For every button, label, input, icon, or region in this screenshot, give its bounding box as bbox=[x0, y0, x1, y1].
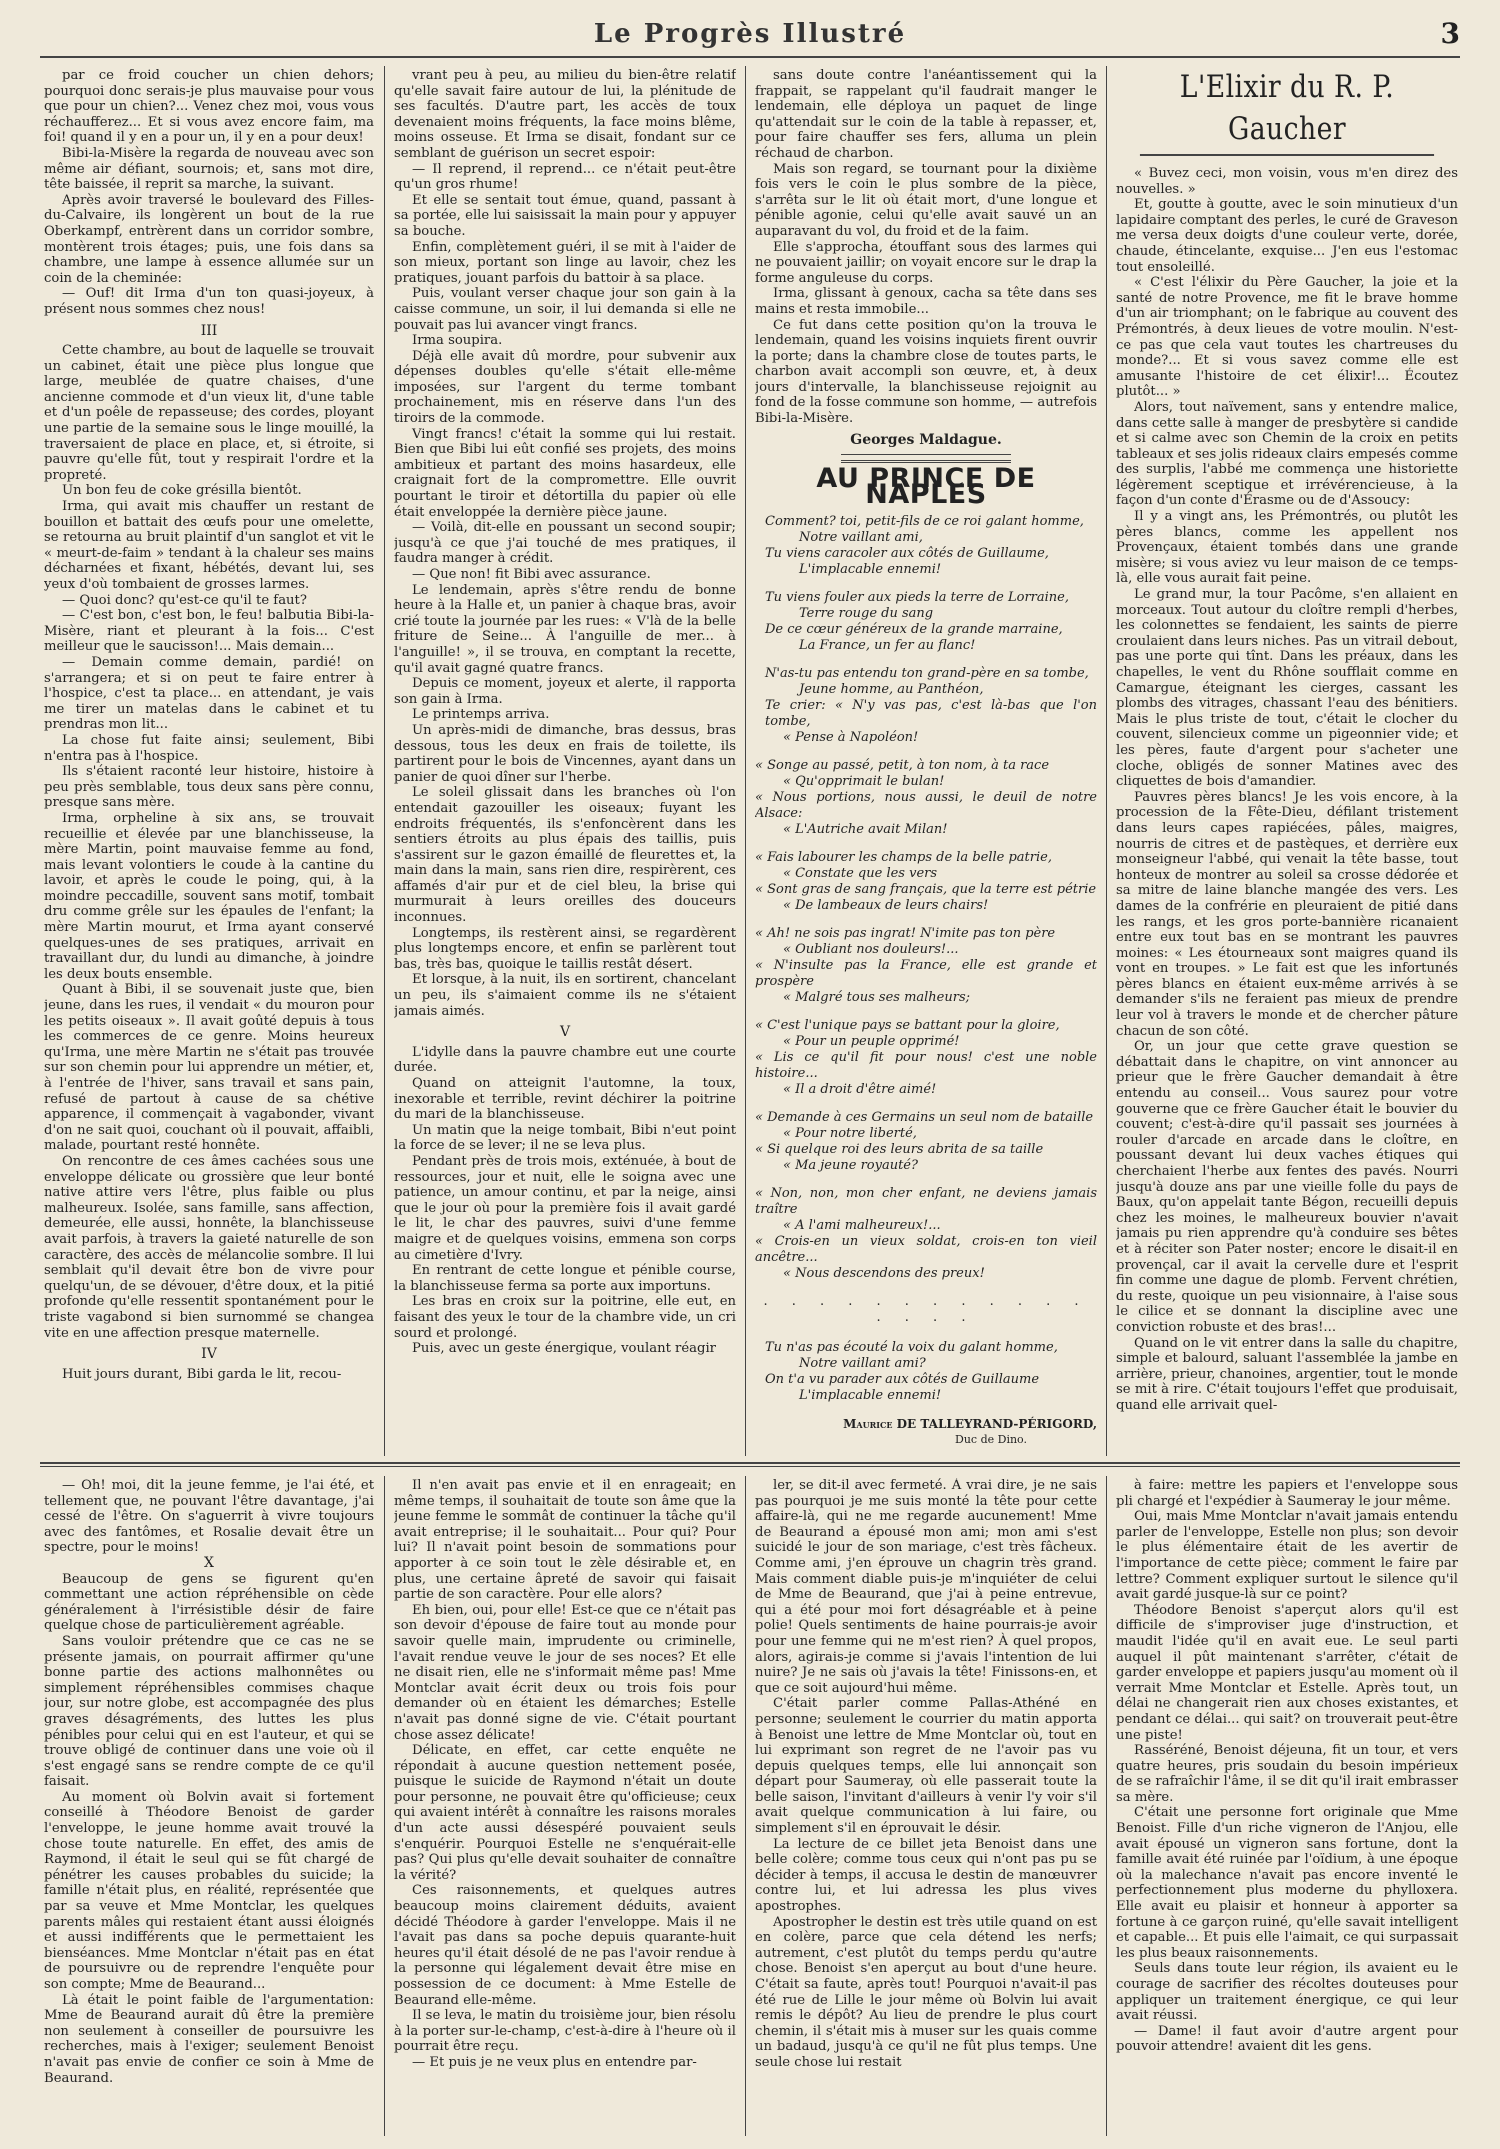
poem-line: « Ah! ne sois pas ingrat! N'imite pas ton père bbox=[755, 926, 1056, 942]
poem-stanza bbox=[755, 1186, 1097, 1282]
paragraph: Bibi-la-Misère la regarda de nouveau avec son même air défiant, sournois; et, sans mot dire, tête baissée, il reprit sa marche, la suivant. bbox=[44, 145, 374, 193]
poem-line: Jeune homme, au Panthéon, bbox=[799, 682, 984, 698]
paragraph: à faire: mettre les papiers et l'enveloppe sous pli chargé et l'expédier à Saumeray le jour même. bbox=[1116, 1478, 1458, 1509]
column-divider bbox=[384, 1476, 385, 2136]
poem-line: « Oubliant nos douleurs!... bbox=[783, 942, 959, 958]
elixir-title: L'Elixir du R. P. Gaucher bbox=[1140, 66, 1434, 156]
paragraph: Et elle se sentait tout émue, quand, passant à sa portée, elle lui saisissait la main pour y appuyer sa bouche. bbox=[394, 192, 736, 239]
paragraph: Rasséréné, Benoist déjeuna, fit un tour, et vers quatre heures, pris soudain du besoin impérieux de se rafraîchir l'âme, il se dit qu'il irait embrasser sa mère. bbox=[1116, 1743, 1458, 1805]
poem-line: « Il a droit d'être aimé! bbox=[783, 1082, 937, 1098]
column-divider bbox=[745, 66, 746, 1456]
poem-line: L'implacable ennemi! bbox=[799, 1388, 942, 1404]
paragraph: Le lendemain, après s'être rendu de bonne heure à la Halle et, un panier à chaque bras, avoir crié toute la journée par les rues: « V'là de la belle friture de Seine... À l'anguille de mer... à l'anguille! », il se trouva, en comptant la recette, qu'il avait gagné quatre francs. bbox=[394, 582, 736, 676]
poem-line: On t'a vu parader aux côtés de Guillaume bbox=[765, 1372, 1040, 1388]
poem-line: « Pour un peuple opprimé! bbox=[783, 1034, 960, 1050]
paragraph: Quand on atteignit l'automne, la toux, inexorable et terrible, revint déchirer la poitrine du mari de la blanchisseuse. bbox=[394, 1076, 736, 1123]
poem-stanza bbox=[755, 758, 1097, 838]
column-divider bbox=[1106, 66, 1107, 1456]
poem-line: « L'Autriche avait Milan! bbox=[783, 822, 948, 838]
poem-line: « Sont gras de sang français, que la terre est pétrie bbox=[755, 882, 1097, 898]
poem-line: « Songe au passé, petit, à ton nom, à ta race bbox=[755, 758, 1050, 774]
paragraph: Après avoir traversé le boulevard des Filles-du-Calvaire, ils longèrent un bout de la rue Oberkampf, entrèrent dans un corridor sombre, montèrent trois étages; puis, une fois dans sa chambre, une lampe à essence allumée sur un coin de la cheminée: bbox=[44, 192, 374, 286]
paragraph: Eh bien, oui, pour elle! Est-ce que ce n'était pas son devoir d'épouse de faire tout au monde pour savoir quelle main, imprudente ou criminelle, l'avait rendue veuve le jour de ses noces? Et elle ne disait rien, elle ne s'informait même pas! Mme Montclar avait écrit deux ou trois fois pour demander où en étaient les démarches; Estelle n'avait pas donné signe de vie. C'était pourtant chose assez délicate! bbox=[394, 1602, 736, 1743]
paragraph: Là était le point faible de l'argumentation: Mme de Beaurand aurait dû être la première non seulement à conseiller de poursuivre les recherches, mais à l'exiger; seulement Benoist n'avait pas envie de confier ce soin à Mme de Beaurand. bbox=[44, 1992, 374, 2086]
paragraph: — Oh! moi, dit la jeune femme, je l'ai été, et tellement que, ne pouvant l'être davantage, j'ai cessé de l'être. On s'aguerrit à vivre toujours avec des fantômes, et Rosalie devait être un spectre, pour le moins! bbox=[44, 1478, 374, 1556]
poem-line: « Nous portions, nous aussi, le deuil de notre Alsace: bbox=[755, 790, 1097, 822]
section-separator bbox=[40, 1462, 1460, 1464]
poem-line: « C'est l'unique pays se battant pour la gloire, bbox=[755, 1018, 1060, 1034]
poem-line: « Pour notre liberté, bbox=[783, 1126, 917, 1142]
poem-stanza bbox=[755, 926, 1097, 1006]
header-rule bbox=[40, 56, 1460, 58]
paragraph: Puis, voulant verser chaque jour son gain à la caisse commune, un soir, il lui demanda si elle ne pouvait pas lui avancer vingt francs. bbox=[394, 286, 736, 333]
poem-line: « Fais labourer les champs de la belle patrie, bbox=[755, 850, 1052, 866]
poem-line: La France, un fer au flanc! bbox=[799, 638, 976, 654]
poem-stanza bbox=[755, 1340, 1097, 1404]
poem-line: « Malgré tous ses malheurs; bbox=[783, 990, 971, 1006]
paragraph: Le printemps arriva. bbox=[412, 707, 550, 723]
paragraph: Théodore Benoist s'aperçut alors qu'il est difficile de s'improviser juge d'instruction, et maudit l'idée qu'il en avait eue. Le seul parti auquel il pût maintenant s'arrêter, c'était de garder enveloppe et papiers jusqu'au moment où il verrait Mme Montclar et Estelle. Après tout, un délai ne changerait rien aux choses existantes, et pendant ce délai... qui sait? on trouverait peut-être une piste! bbox=[1116, 1602, 1458, 1743]
paragraph: C'était une personne fort originale que Mme Benoist. Fille d'un riche vigneron de l'Anjou, elle avait épousé un vigneron sans fortune, dont la famille avait été ruinée par l'oïdium, à une époque où la malechance n'avait pas encore inventé le perfectionnement plus moderne du phylloxera. Elle avait eu plaisir et honneur à apporter sa fortune à ce garçon ruiné, qu'elle savait intelligent et capable... Et puis elle l'aimait, ce qui surpassait les plus beaux raisonnements. bbox=[1116, 1805, 1458, 1961]
poem-line: Tu viens caracoler aux côtés de Guillaume, bbox=[765, 546, 1049, 562]
paragraph: Ces raisonnements, et quelques autres beaucoup moins clairement déduits, avaient décidé Théodore à garder l'enveloppe. Mais il ne l'avait pas dans sa poche depuis quarante-huit heures qu'il était désolé de ne pas l'avoir rendue à la personne qui légalement devait être mise en possession de ce document: à Mme Estelle de Beaurand elle-même. bbox=[394, 1883, 736, 2008]
paragraph: Irma soupira. bbox=[412, 333, 503, 349]
poem-line: « N'insulte pas la France, elle est grande et prospère bbox=[755, 958, 1097, 990]
paragraph: Déjà elle avait dû mordre, pour subvenir aux dépenses doubles qu'elle s'était elle-même imposées, sur l'argent du terme tombant prochainement, mis en réserve dans l'un des tiroirs de la commode. bbox=[394, 348, 736, 427]
paragraph: Apostropher le destin est très utile quand on est en colère, parce que cela détend les nerfs; autrement, c'est plutôt du temps perdu qu'autre chose. Benoist s'en aperçut au bout d'une heure. C'était sa faute, après tout! Pourquoi n'avait-il pas été rue de Lille le jour même où Bolvin lui avait remis le dépôt? Au lieu de prendre le plus court chemin, il s'était mis à muser sur les quais comme un badaud, jusqu'à ce qu'il ne fût plus temps. Une seule chose lui restait bbox=[755, 1914, 1097, 2070]
paragraph: Or, un jour que cette grave question se débattait dans le chapitre, on vint annoncer au prieur que le frère Gaucher demandait à être entendu au conseil... Vous saurez pour votre gouverne que ce frère Gaucher était le bouvier du couvent; c'est-à-dire qu'il passait ses journées à rouler d'arcade en arcade dans le cloître, en poussant devant lui deux vaches étiques qui cherchaient l'herbe aux fentes des pavés. Nourri jusqu'à douze ans par une vieille folle du pays de Baux, qu'on appelait tante Bégon, recueilli depuis chez les moines, le malheureux bouvier n'avait jamais pu rien apprendre qu'à conduire ses bêtes et à réciter son Pater noster; encore le disait-il en provençal, car il avait la cervelle dure et l'esprit fin comme une dague de plomb. Fervent chrétien, du reste, quoique un peu visionnaire, à l'aise sous le cilice et se donnant la discipline avec une conviction robuste et des bras!... bbox=[1116, 1039, 1458, 1335]
poem-stanza bbox=[755, 1110, 1097, 1174]
poem-line: Notre vaillant ami? bbox=[799, 1356, 926, 1372]
paragraph: Et lorsque, à la nuit, ils en sortirent, chancelant un peu, ils s'aimaient comme ils ne s'étaient jamais aimés. bbox=[394, 972, 736, 1019]
paragraph: Elle s'approcha, étouffant sous des larmes qui ne pouvaient jaillir; on voyait encore sur le drap la forme anguleuse du corps. bbox=[755, 239, 1097, 286]
paragraph: sans doute contre l'anéantissement qui la frappait, se rappelant qu'il faudrait manger le lendemain, elle déploya un paquet de linge qu'attendait sur le coin de la table à repasser, et, pour faire chauffer ses fers, alluma un plein réchaud de charbon. bbox=[755, 68, 1097, 161]
paragraph: — Et puis je ne veux plus en entendre par- bbox=[412, 2054, 697, 2070]
paragraph: Délicate, en effet, car cette enquête ne répondait à aucune question nettement posée, puisque le suicide de Raymond n'était un doute pour personne, ne pouvait être qu'officieuse; ceux qui avaient intérêt à connaître les raisons morales d'un acte aussi désespéré pouvaient seuls s'enquérir. Pourquoi Estelle ne s'enquérait-elle pas? Qui plus qu'elle devait souhaiter de connaître la vérité? bbox=[394, 1743, 736, 1883]
column-divider bbox=[745, 1476, 746, 2136]
paragraph: Irma, qui avait mis chauffer un restant de bouillon et battait des œufs pour une omelette, se retourna au bruit plaintif d'un sanglot et vit le « meurt-de-faim » tendant à la chaleur ses mains décharnées et fixant, hébétés, devant lui, ses yeux d'où tombaient de grosses larmes. bbox=[44, 499, 374, 592]
serial-column-4 bbox=[1116, 1478, 1458, 2140]
paragraph: Au moment où Bolvin avait si fortement conseillé à Théodore Benoist de garder l'enveloppe, le jeune homme avait trouvé la chose toute naturelle. En effet, des amis de Raymond, il était le seul qui se fût chargé de pénétrer les causes probables du suicide; la famille n'était plus, en réalité, représentée que par sa veuve et Mme Montclar, les quelques parents mâles qui restaient étant aussi éloignés et aussi indifférents que le permettaient les bienséances. Mme Montclar n'était pas en état de poursuivre ou de reprendre l'enquête pour son compte; Mme de Beaurand... bbox=[44, 1789, 374, 1992]
poem-stanza bbox=[755, 666, 1097, 746]
poem-line: De ce cœur généreux de la grande marraine, bbox=[765, 622, 1063, 638]
poem-line: « Crois-en un vieux soldat, crois-en ton vieil ancêtre... bbox=[755, 1234, 1097, 1266]
poem-line: Comment? toi, petit-fils de ce roi galant homme, bbox=[765, 514, 1084, 530]
paragraph: Cette chambre, au bout de laquelle se trouvait un cabinet, était une pièce plus longue que large, meublée de quatre chaises, d'une ancienne commode et d'un vieux lit, d'une table et d'un poêle de repasseuse; des cordes, ployant une partie de la semaine sous le linge mouillé, la traversaient de place en place, et, si étroite, si pauvre qu'elle fût, tout y respirait l'ordre et la propreté. bbox=[44, 343, 374, 483]
page-header bbox=[40, 14, 1460, 54]
paragraph: Il se leva, le matin du troisième jour, bien résolu à la porter sur-le-champ, c'est-à-dire à l'heure où il pourrait être reçu. bbox=[394, 2008, 736, 2055]
poem-line: « Ma jeune royauté? bbox=[783, 1158, 918, 1174]
poem-line: « Nous descendons des preux! bbox=[783, 1266, 985, 1282]
column-divider bbox=[384, 66, 385, 1456]
serial-column-2 bbox=[394, 1478, 736, 2140]
serial-column-3 bbox=[755, 1478, 1097, 2140]
paragraph: Un matin que la neige tombait, Bibi n'eut point la force de se lever; il ne se leva plus. bbox=[394, 1122, 736, 1154]
newspaper-title: Le Progrès Illustré bbox=[593, 19, 907, 49]
paragraph: On rencontre de ces âmes cachées sous une enveloppe délicate ou grossière que leur bonté native attire vers l'être, plus faible ou plus malheureux. Isolée, sans famille, sans affection, demeurée, elle aussi, honnête, la blanchisseuse avait parfois, à travers la gaieté naturelle de son caractère, des accès de mélancolie sombre. Il lui semblait qu'il devait être bon de vivre pour quelqu'un, de se dévouer, d'être doux, et la pitié profonde qu'elle ressentit spontanément pour le triste vagabond si bien surnommé se changea vite en une affection presque maternelle. bbox=[44, 1153, 374, 1341]
paragraph: « Buvez ceci, mon voisin, vous m'en direz des nouvelles. » bbox=[1116, 166, 1458, 197]
paragraph: — Que non! fit Bibi avec assurance. bbox=[412, 567, 651, 582]
poem-stanza bbox=[755, 514, 1097, 578]
poem-line: Tu n'as pas écouté la voix du galant homme, bbox=[765, 1340, 1058, 1356]
paragraph: Enfin, complètement guéri, il se mit à l'aider de son mieux, portant son linge au lavoir, chez les pratiques, jouant parfois du battoir à sa place. bbox=[394, 239, 736, 286]
page-number: 3 bbox=[1440, 17, 1460, 50]
poem-line: « Non, non, mon cher enfant, ne deviens jamais traître bbox=[755, 1186, 1097, 1218]
poem-line: Notre vaillant ami, bbox=[799, 530, 923, 546]
paragraph: Quant à Bibi, il se souvenait juste que, bien jeune, dans les rues, il vendait « du mouron pour les petits oiseaux ». Il avait goûté depuis à tous les commerces de ce genre. Moins heureux qu'Irma, une mère Martin ne s'était pas trouvée sur son chemin pour lui apprendre un métier, et, à l'entrée de l'hiver, sans travail et sans pain, refusé de partout à cause de sa chétive apparence, il commençait à vagabonder, vivant d'on ne sait quoi, couchant où il pouvait, affaibli, malade, pourtant resté honnête. bbox=[44, 982, 374, 1154]
paragraph: Irma, orpheline à six ans, se trouvait recueillie et élevée par une blanchisseuse, la mère Martin, point mauvaise femme au fond, mais levant volontiers le coude à la cantine du lavoir, et après le coude le poing, qui, à la moindre peccadille, souvent sans motif, tombait dru comme grêle sur les épaules de l'enfant; la mère Martin mourut, et Irma ayant conservé quelques-unes de ses pratiques, arrivait en travaillant dur, du lundi au dimanche, à joindre les deux bouts ensemble. bbox=[44, 810, 374, 982]
poem-line: « Pense à Napoléon! bbox=[783, 730, 919, 746]
story-column-2 bbox=[394, 68, 736, 1458]
paragraph: La chose fut faite ainsi; seulement, Bibi n'entra pas à l'hospice. bbox=[44, 732, 374, 764]
poem-line: Terre rouge du sang bbox=[799, 606, 934, 622]
poem-stanza bbox=[755, 850, 1097, 914]
paragraph: — Dame! il faut avoir d'autre argent pour pouvoir attendre! avaient dit les gens. bbox=[1116, 2023, 1458, 2055]
ellipsis-row: . . . . . . . . . . . . . . . . bbox=[763, 1294, 1089, 1326]
paragraph: Vingt francs! c'était la somme qui lui restait. Bien que Bibi lui eût confié ses projets, des moins ambitieux et partant des moins hasardeux, elle craignait fort de la compromettre. Elle ouvrit pourtant le tiroir et détortilla du papier où elle était enveloppée la dernière pièce jaune. bbox=[394, 426, 736, 520]
poem-line: « Lis ce qu'il fit pour nous! c'est une noble histoire... bbox=[755, 1050, 1097, 1082]
paragraph: Depuis ce moment, joyeux et alerte, il rapporta son gain à Irma. bbox=[394, 676, 736, 707]
poem-line: Te crier: « N'y vas pas, c'est là-bas que l'on tombe, bbox=[765, 698, 1097, 730]
paragraph: Quand on le vit entrer dans la salle du chapitre, simple et balourd, saluant l'assemblée la jambe en arrière, prieur, chanoines, argentier, tout le monde se mit à rire. C'était toujours l'effet que produisait, quand elle arrivait quel- bbox=[1116, 1335, 1458, 1413]
paragraph: — C'est bon, c'est bon, le feu! balbutia Bibi-la-Misère, riant et pleurant à la fois... C'est meilleur que le saucisson!... Mais demain... bbox=[44, 608, 374, 655]
paragraph: Irma, glissant à genoux, cacha sa tête dans ses mains et resta immobile... bbox=[755, 286, 1097, 317]
paragraph: Un après-midi de dimanche, bras dessus, bras dessous, tous les deux en frais de toilette, ils partirent pour le bois de Vincennes, ayant dans un panier de quoi dîner sur l'herbe. bbox=[394, 722, 736, 785]
section-number: IV bbox=[201, 1346, 217, 1363]
poem-line: N'as-tu pas entendu ton grand-père en sa tombe, bbox=[765, 666, 1089, 682]
poem-title: AU PRINCE DE NAPLES bbox=[816, 463, 1036, 510]
elixir-column bbox=[1116, 66, 1458, 1458]
paragraph: Mais son regard, se tournant pour la dixième fois vers le coin le plus sombre de la pièce, s'arrêta sur le lit où était mort, d'une longue et pénible agonie, celui qu'elle avait sauvé un an auparavant du vol, du froid et de la faim. bbox=[755, 161, 1097, 239]
paragraph: Beaucoup de gens se figurent qu'en commettant une action répréhensible on cède généralement à l'irrésistible désir de faire quelque chose de particulièrement agréable. bbox=[44, 1571, 374, 1634]
column-divider bbox=[1106, 1476, 1107, 2136]
paragraph: Un bon feu de coke grésilla bientôt. bbox=[62, 483, 302, 499]
paragraph: Il y a vingt ans, les Prémontrés, ou plutôt les pères blancs, comme les appellent nos Provençaux, étaient tombés dans une grande misère; si vous aviez vu leur maison de ce temps-là, elle vous aurait fait peine. bbox=[1116, 509, 1458, 587]
paragraph: — Ouf! dit Irma d'un ton quasi-joyeux, à présent nous sommes chez nous! bbox=[44, 286, 374, 317]
poem-line: Tu viens fouler aux pieds la terre de Lorraine, bbox=[765, 590, 1069, 606]
poem-stanza bbox=[755, 1018, 1097, 1098]
poem-line: « Constate que les vers bbox=[783, 866, 938, 882]
paragraph: — Voilà, dit-elle en poussant un second soupir; jusqu'à ce que j'ai touché de mes pratiques, il faudra manger à crédit. bbox=[394, 520, 736, 567]
paragraph: Les bras en croix sur la poitrine, elle eut, en faisant des yeux le tour de la chambre vide, un cri sourd et prolongé. bbox=[394, 1294, 736, 1341]
story-signature: Georges Maldague. bbox=[850, 431, 1002, 448]
story-poem-column bbox=[755, 68, 1097, 1458]
paragraph: Longtemps, ils restèrent ainsi, se regardèrent plus longtemps encore, et enfin se parlèrent tout bas, très bas, quoique le taillis restât désert. bbox=[394, 925, 736, 972]
poem-line: « Si quelque roi des leurs abrita de sa taille bbox=[755, 1142, 1044, 1158]
paragraph: Alors, tout naïvement, sans y entendre malice, dans cette salle à manger de presbytère si candide et si calme avec son Chemin de la croix en petits tableaux et ses jolis rideaux clairs empesés comme des surplis, l'abbé me commença une historiette légèrement sceptique et irrévérencieuse, à la façon d'un conte d'Érasme ou de d'Assoucy: bbox=[1116, 399, 1458, 509]
story-column-1 bbox=[44, 68, 374, 1458]
section-number: III bbox=[200, 322, 218, 339]
paragraph: — Demain comme demain, pardié! on s'arrangera; et si on peut te faire entrer à l'hospice, c'est ta place... en attendant, je vais me tirer un matelas dans le cabinet et tu prendras mon lit... bbox=[44, 654, 374, 733]
paragraph: — Il reprend, il reprend... ce n'était peut-être qu'un gros rhume! bbox=[394, 161, 736, 193]
paragraph: Sans vouloir prétendre que ce cas ne se présente jamais, on pourrait affirmer qu'une bonne partie des actions malhonnêtes ou simplement répréhensibles commises chaque jour, sur notre globe, est accompagnée des plus graves désagréments, des luttes les plus pénibles pour celui qui en est l'auteur, et qui se trouve obligé de continuer dans une voie où il s'est engagé sans se rendre compte de ce qu'il faisait. bbox=[44, 1633, 374, 1790]
paragraph: par ce froid coucher un chien dehors; pourquoi donc serais-je plus mauvaise pour vous que pour un chien?... Venez chez moi, vous vous réchaufferez... Et si vous avez encore faim, ma foi! quand il y en a pour un, il y en a pour deux! bbox=[44, 68, 374, 146]
ornamental-rule bbox=[841, 454, 1011, 463]
paragraph: « C'est l'élixir du Père Gaucher, la joie et la santé de notre Provence, me fit le brave homme d'un air triomphant; on le fabrique au couvent des Prémontrés, à deux lieues de votre moulin. N'est-ce pas que cela vaut toutes les chartreuses du monde?... Et si vous savez comme elle est amusante l'histoire de cet élixir!... Écoutez plutôt... » bbox=[1116, 275, 1458, 400]
paragraph: Le grand mur, la tour Pacôme, s'en allaient en morceaux. Tout autour du cloître rempli d'herbes, les colonnettes se fendaient, les saints de pierre croulaient dans leurs niches. Pas un vitrail debout, pas une porte qui tînt. Dans les préaux, dans les chapelles, le vent du Rhône soufflait comme en Camargue, éteignant les cierges, cassant les plombs des vitrages, chassant l'eau des bénitiers. Mais le plus triste de tout, c'était le clocher du couvent, silencieux comme un pigeonnier vide; et les pères, faute d'argent pour s'acheter une cloche, obligés de sonner Matines avec des cliquettes de bois d'amandier. bbox=[1116, 587, 1458, 790]
poem-stanza bbox=[755, 590, 1097, 654]
poem-line: « De lambeaux de leurs chairs! bbox=[783, 898, 989, 914]
poem bbox=[755, 514, 1097, 1448]
paragraph: Et, goutte à goutte, avec le soin minutieux d'un lapidaire comptant des perles, le curé de Graveson me versa deux doigts d'une couleur verte, dorée, chaude, étincelante, exquise... J'en eus l'estomac tout ensoleillé. bbox=[1116, 197, 1458, 275]
paragraph: ler, se dit-il avec fermeté. À vrai dire, je ne sais pas pourquoi je me suis monté la tête pour cette affaire-là, qui ne me regarde aucunement! Mme de Beaurand a épousé mon ami; mon ami s'est suicidé le jour de son mariage, c'est très fâcheux. Comme ami, j'en éprouve un chagrin très grand. Mais comment diable puis-je m'inquiéter de celui de Mme de Beaurand, que j'ai à peine entrevue, qui a été pour moi fort désagréable et à peine polie! Quels sentiments de haine pourrais-je avoir pour une femme qui ne m'est rien? À quel propos, alors, agirais-je comme si j'avais l'intention de lui nuire? Je ne sais où j'avais la tête! Finissons-en, et que ce soit aujourd'hui même. bbox=[755, 1478, 1097, 1696]
serial-column-1 bbox=[44, 1478, 374, 2140]
paragraph: vrant peu à peu, au milieu du bien-être relatif qu'elle savait faire autour de lui, la plénitude de ses facultés. D'autre part, les accès de toux devenaient moins fréquents, la face moins blême, moins osseuse. Et Irma se disait, fondant sur ce semblant de guérison un secret espoir: bbox=[394, 68, 736, 161]
paragraph: Pauvres pères blancs! Je les vois encore, à la procession de la Fête-Dieu, défilant tristement dans leurs capes rapiécées, pâles, maigres, nourris de citres et de pastèques, et derrière eux monseigneur l'abbé, qui venait la tête basse, tout honteux de montrer au soleil sa crosse dédorée et sa mitre de laine blanche mangée des vers. Les dames de la confrérie en pleuraient de pitié dans les rangs, et les gros porte-bannière ricanaient entre eux tout bas en se montrant les pauvres moines: « Les étourneaux sont maigres quand ils vont en troupes. » Le fait est que les infortunés pères blancs en étaient eux-même arrivés à se demander s'ils ne feraient pas mieux de prendre leur vol à travers le monde et de chercher pâture chacun de son côté. bbox=[1116, 789, 1458, 1039]
section-number: X bbox=[204, 1554, 214, 1571]
poem-author: Maurice DE TALLEYRAND-PÉRIGORD, bbox=[843, 1417, 1097, 1432]
paragraph: Pendant près de trois mois, exténuée, à bout de ressources, jour et nuit, elle le soigna avec une patience, un amour continu, et par la neige, ainsi que le jour où pour la première fois il avait gardé le lit, le char des pauvres, suivi d'une femme maigre et de quelques voisins, emmena son corps au cimetière d'Ivry. bbox=[394, 1153, 736, 1263]
paragraph: Oui, mais Mme Montclar n'avait jamais entendu parler de l'enveloppe, Estelle non plus; son devoir le plus élémentaire était de les avertir de l'importance de cette pièce; comment le faire par lettre? Comment expliquer surtout le silence qu'il avait gardé jusque-là sur ce point? bbox=[1116, 1509, 1458, 1603]
paragraph: L'idylle dans la pauvre chambre eut une courte durée. bbox=[394, 1044, 736, 1076]
poem-line: « Qu'opprimait le bulan! bbox=[783, 774, 945, 790]
paragraph: En rentrant de cette longue et pénible course, la blanchisseuse ferma sa porte aux importuns. bbox=[394, 1263, 736, 1294]
section-separator bbox=[40, 1466, 1460, 1467]
paragraph: Ils s'étaient raconté leur histoire, histoire à peu près semblable, tous deux sans père connu, presque sans mère. bbox=[44, 764, 374, 811]
paragraph: Seuls dans toute leur région, ils avaient eu le courage de sacrifier des récoltes douteuses pour appliquer un traitement énergique, ce qui leur avait réussi. bbox=[1116, 1961, 1458, 2024]
paragraph: Ce fut dans cette position qu'on la trouva le lendemain, quand les voisins inquiets firent ouvrir la porte; dans la chambre close de toutes parts, le charbon avait accompli son œuvre, et, à deux jours d'intervalle, la blanchisseuse rejoignit au fond de la fosse commune son homme, — autrefois Bibi-la-Misère. bbox=[755, 317, 1097, 427]
section-number: V bbox=[559, 1024, 571, 1041]
paragraph: Huit jours durant, Bibi garda le lit, recou- bbox=[62, 1366, 342, 1382]
poem-author-title: Duc de Dino. bbox=[955, 1433, 1027, 1447]
poem-line: « A l'ami malheureux!... bbox=[783, 1218, 941, 1234]
paragraph: C'était parler comme Pallas-Athéné en personne; seulement le courrier du matin apporta à Benoist une lettre de Mme Montclar où, tout en lui exprimant son regret de ne l'avoir pas vu depuis quelques temps, elle lui annonçait son départ pour Saumeray, où elle passerait toute la belle saison, l'invitant d'ailleurs à venir l'y voir s'il avait quelque communication à lui faire, ou simplement s'il en éprouvait le désir. bbox=[755, 1696, 1097, 1837]
poem-line: L'implacable ennemi! bbox=[799, 562, 942, 578]
paragraph: Le soleil glissait dans les branches où l'on entendait gazouiller les oiseaux; fuyant les endroits fréquentés, ils s'enfoncèrent dans les sentiers étroits au plus épais des taillis, puis s'assirent sur le gazon émaillé de fleurettes et, la main dans la main, sans rien dire, respirèrent, ces affamés d'air pur et de ciel bleu, la brise qui murmurait à leurs oreilles des douceurs inconnues. bbox=[394, 785, 736, 926]
poem-line: « Demande à ces Germains un seul nom de bataille bbox=[755, 1110, 1094, 1126]
paragraph: — Quoi donc? qu'est-ce qu'il te faut? bbox=[62, 592, 307, 608]
paragraph: Il n'en avait pas envie et il en enrageait; en même temps, il souhaitait de toute son âme que la jeune femme le sommât de continuer la tâche qu'il avait entreprise; il le souhaitait... Pour qui? Pour lui? Il n'avait point besoin de sommations pour apporter à ce soin tout le zèle désirable et, en plus, une certaine âpreté de savoir qui faisait partie de son caractère. Pour elle alors? bbox=[394, 1478, 736, 1603]
paragraph: Puis, avec un geste énergique, voulant réagir bbox=[412, 1341, 716, 1357]
paragraph: La lecture de ce billet jeta Benoist dans une belle colère; comme tous ceux qui n'ont pas pu se décider à temps, il accusa le destin de manœuvrer contre lui, et lui adressa les plus vives apostrophes. bbox=[755, 1836, 1097, 1915]
